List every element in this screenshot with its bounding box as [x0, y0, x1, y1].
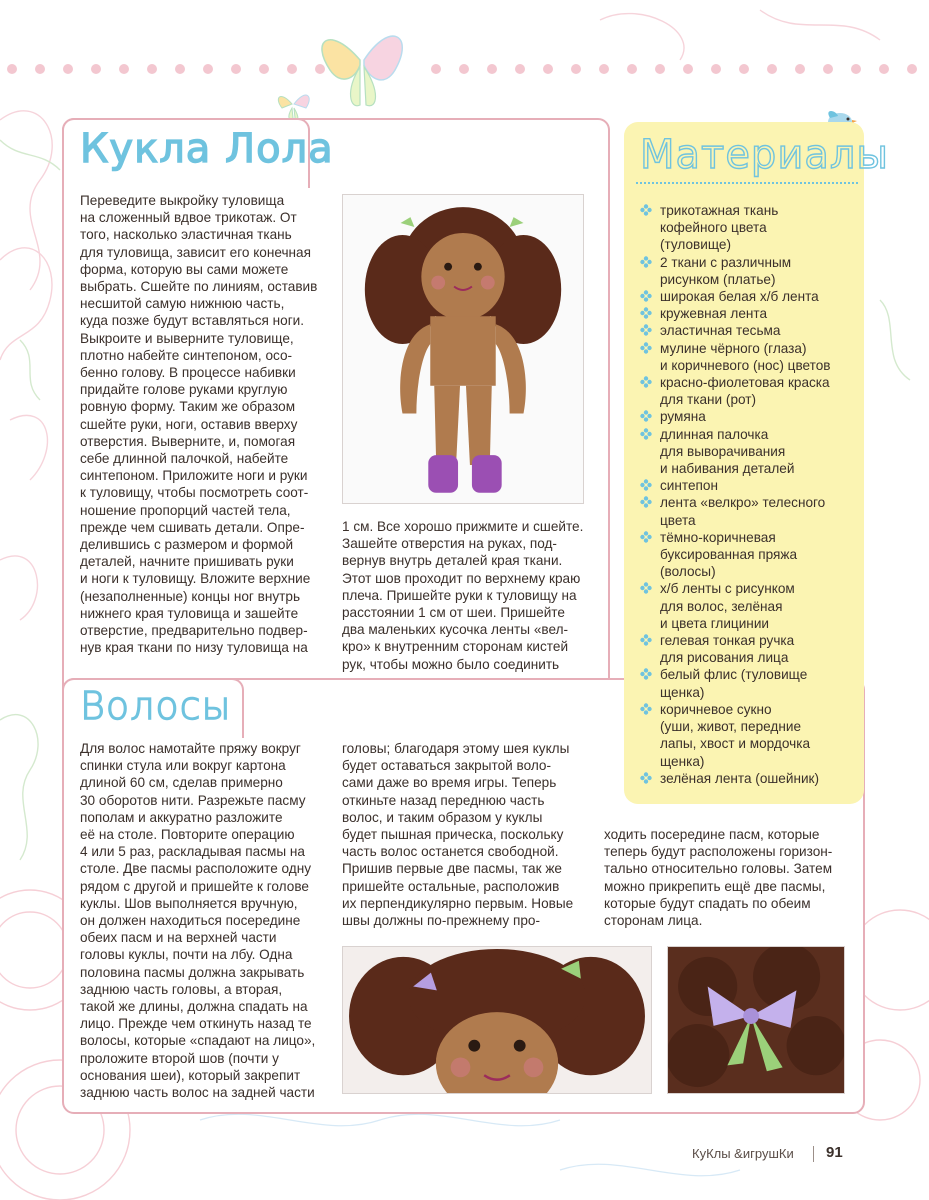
footer-section-name: КуКлы &игрушКи — [692, 1146, 794, 1161]
lola-heading: Кукла Лола — [80, 126, 334, 172]
flower-bullet-icon — [640, 428, 652, 440]
flower-bullet-icon — [640, 668, 652, 680]
flower-bullet-icon — [640, 772, 652, 784]
materials-item-text: тёмно-коричневая буксированная пряжа (волосы) — [660, 529, 798, 580]
list-item — [640, 529, 860, 581]
flower-bullet-icon — [640, 324, 652, 336]
footer-divider — [813, 1146, 814, 1162]
list-item — [640, 408, 860, 425]
butterfly-small-icon — [278, 95, 309, 119]
list-item — [640, 494, 860, 528]
flower-bullet-icon — [640, 531, 652, 543]
materials-item-text: кружевная лента — [660, 306, 768, 322]
flower-bullet-icon — [640, 703, 652, 715]
list-item — [640, 632, 860, 666]
doll-face-photo — [342, 946, 652, 1094]
flower-bullet-icon — [640, 256, 652, 268]
materials-item-text: широкая белая х/б лента — [660, 289, 819, 305]
materials-item-text: зелёная лента (ошейник) — [660, 770, 820, 786]
list-item — [640, 254, 860, 288]
list-item — [640, 580, 860, 632]
list-item — [640, 426, 860, 478]
doll-body-photo — [342, 194, 584, 504]
flower-bullet-icon — [640, 410, 652, 422]
list-item — [640, 477, 860, 494]
materials-item-text: мулине чёрного (глаза) и коричневого (нос) цветов — [660, 340, 831, 373]
dotted-divider — [0, 62, 929, 76]
materials-item-text: красно-фиолетовая краска для ткани (рот) — [660, 375, 830, 408]
materials-list — [640, 202, 860, 787]
flower-bullet-icon — [640, 582, 652, 594]
flower-bullet-icon — [640, 634, 652, 646]
page-number: 91 — [826, 1144, 843, 1161]
list-item — [640, 374, 860, 408]
materials-item-text: эластичная тесьма — [660, 323, 781, 339]
lola-text-left: Переведите выкройку туловища на сложенный вдвое трикотаж. От того, насколько эластичная ткань для туловища, зависит его конечная форма, которую вы сами можете выбрать. Сшейте по линиям, оставив несшитой самую нижнюю часть, куда позже будут вставляться ноги. Выкроите и выверните туловище, плотно набейте синтепоном, осо- бенно голову. В процессе набивки придайте голове руками круглую ровную форму. Таким же образом сшейте руки, ноги, оставив вверху отверстия. Выверните, и, помогая себе длинной палочкой, набейте синтепоном. Приложите ноги и руки к туловищу, чтобы посмотреть соот- ношение пропорций частей тела, прежде чем сшивать детали. Опре- делившись с размером и формой деталей, начните пришивать руки и ноги к туловищу. Вложите верхние (незаполненные) концы ног внутрь нижнего края туловища и зашейте отверстие, предварительно подвер- нув края ткани по низу туловища на — [80, 193, 318, 656]
materials-separator — [636, 182, 858, 184]
flower-bullet-icon — [640, 342, 652, 354]
list-item — [640, 770, 860, 787]
materials-item-text: белый флис (туловище щенка) — [660, 667, 808, 700]
hair-text-col2: головы; благодаря этому шея куклы будет оставаться закрытой воло- сами даже во время игры. Теперь откиньте назад переднюю часть волос, и таким образом у куклы будет пышная прическа, поскольку часть волос останется свободной. Пришив первые две пасмы, так же пришейте остальные, расположив их перпендикулярно первым. Новые швы должны по-прежнему про- — [342, 741, 574, 929]
materials-item-text: коричневое сукно (уши, живот, передние лапы, хвост и мордочка щенка) — [660, 701, 811, 769]
list-item — [640, 202, 860, 254]
hair-heading: Волосы — [80, 684, 232, 728]
flower-bullet-icon — [640, 376, 652, 388]
list-item — [640, 340, 860, 374]
materials-item-text: х/б ленты с рисунком для волос, зелёная и цвета глицинии — [660, 581, 795, 631]
list-item — [640, 701, 860, 770]
flower-bullet-icon — [640, 479, 652, 491]
materials-item-text: лента «велкро» телесного цвета — [660, 495, 826, 528]
hair-ribbon-photo — [667, 946, 845, 1094]
list-item — [640, 288, 860, 305]
materials-item-text: гелевая тонкая ручка для рисования лица — [660, 633, 795, 666]
hair-text-col3: ходить посередине пасм, которые теперь будут расположены горизон- тально относительно головы. Затем можно прикрепить ещё две пасмы, которые будут спадать по обеим сторонам лица. — [604, 827, 833, 929]
hair-text-col1: Для волос намотайте пряжу вокруг спинки стула или вокруг картона длиной 60 см, сделав примерно 30 оборотов нити. Разрежьте пасму пополам и аккуратно разложите её на столе. Повторите операцию 4 или 5 раз, раскладывая пасмы на столе. Две пасмы расположите одну рядом с другой и пришейте к голове куклы. Шов выполняется вручную, он должен находиться посередине обеих пасм и на верхней части головы куклы, почти на лбу. Одна половина пасмы должна закрывать заднюю часть головы, а вторая, такой же длины, должна спадать на лицо. Прежде чем откинуть назад те волосы, которые «спадают на лицо», проложите второй шов (почти у основания шеи), который закрепит заднюю часть волос на задней части — [80, 741, 316, 1101]
list-item — [640, 305, 860, 322]
materials-item-text: румяна — [660, 409, 706, 425]
materials-item-text: 2 ткани с различным рисунком (платье) — [660, 254, 792, 287]
materials-item-text: трикотажная ткань кофейного цвета (туловище) — [660, 203, 779, 253]
flower-bullet-icon — [640, 290, 652, 302]
list-item — [640, 322, 860, 339]
materials-item-text: длинная палочка для выворачивания и набивания деталей — [660, 426, 795, 477]
flower-bullet-icon — [640, 204, 652, 216]
list-item — [640, 666, 860, 700]
lola-text-mid: 1 см. Все хорошо прижмите и сшейте. Зашейте отверстия на руках, под- вернув внутрь деталей края ткани. Этот шов проходит по верхнему краю плеча. Пришейте руки к туловищу на расстоянии 1 см от шеи. Пришейте два маленьких кусочка ленты «вел- кро» к внутренним сторонам кистей рук, чтобы можно было соединить — [342, 519, 584, 672]
materials-title: Материалы — [640, 132, 889, 178]
flower-bullet-icon — [640, 307, 652, 319]
flower-bullet-icon — [640, 496, 652, 508]
materials-item-text: синтепон — [660, 478, 718, 494]
